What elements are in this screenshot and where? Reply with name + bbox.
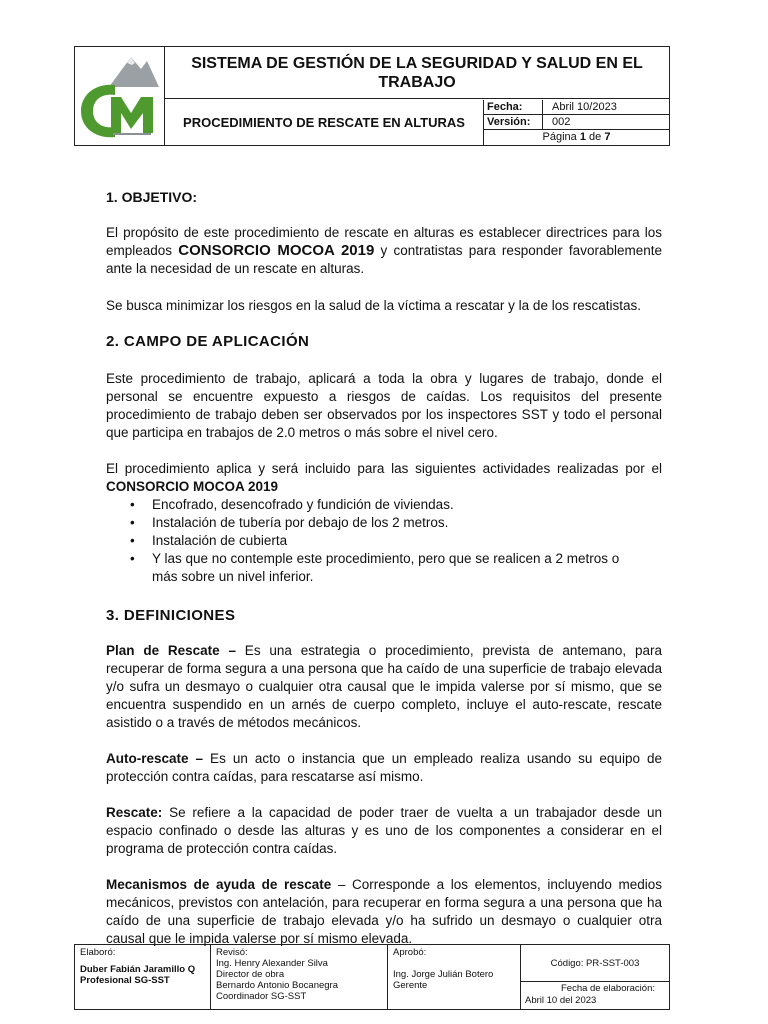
reviso-label: Revisó: — [216, 947, 248, 958]
fecha-label: Fecha: — [487, 101, 523, 113]
campo-paragraph-1: Este procedimiento de trabajo, aplicará a toda la obra y lugares de trabajo, donde el personal se encuentre expuesto a riesgos de caídas. Los requisitos del presente procedimiento de trabajo deben ser observados por los inspectores SST y todo el personal que participa en trabajos de 2.0 metros o más sobre el nivel cero. — [106, 371, 662, 440]
version-label: Versión: — [487, 116, 531, 128]
elaboro-name: Duber Fabián Jaramillo Q — [80, 964, 196, 975]
page-indicator — [484, 130, 669, 145]
fecha-value: Abril 10/2023 — [552, 101, 617, 113]
cm-logo-icon — [75, 47, 164, 145]
objetivo-paragraph-1: El propósito de este procedimiento de rescate en alturas es establecer directrices para los empleados CONSORCIO MOCOA 2019 y contratistas para responder favorablemente ante la necesidad de un rescate en alturas. — [106, 225, 662, 276]
reviso-line-4: Coordinador SG-SST — [216, 991, 307, 1002]
definition-mecanismos: Mecanismos de ayuda de rescate – Corresponde a los elementos, incluyendo medios mecánicos, previstos con antelación, para recuperar en forma segura a una persona que ha caído de una superficie de trabajo elevada y/o ha sufrido un desmayo o cualquier otra causal que le impida valerse por sí mismo elevada. — [106, 877, 662, 946]
list-item: • Encofrado, desencofrado y fundición de viviendas. — [128, 496, 648, 514]
reviso-cell — [211, 945, 388, 1009]
codigo-cell — [521, 945, 669, 1009]
campo-paragraph-2: El procedimiento aplica y será incluido para las siguientes actividades realizadas por el CONSORCIO MOCOA 2019 — [106, 461, 662, 494]
definition-auto-rescate: Auto-rescate – Es un acto o instancia que un empleado realiza usando su equipo de protección contra caídas, para rescatarse así mismo. — [106, 751, 662, 784]
system-title: SISTEMA DE GESTIÓN DE LA SEGURIDAD Y SALUD EN EL TRABAJO — [165, 47, 669, 99]
page-of: de — [589, 131, 602, 143]
reviso-line-1: Ing. Henry Alexander Silva — [216, 958, 328, 969]
version-value: 002 — [552, 116, 571, 128]
aprobo-role: Gerente — [393, 980, 428, 991]
reviso-line-3: Bernardo Antonio Bocanegra — [216, 980, 339, 991]
company-logo — [75, 47, 165, 145]
elaboro-cell — [75, 945, 211, 1009]
codigo-value: Código: PR-SST-003 — [550, 957, 640, 969]
heading-definiciones: 3. DEFINICIONES — [106, 607, 236, 624]
reviso-line-2: Director de obra — [216, 969, 285, 980]
list-item: • Y las que no contemple este procedimiento, pero que se realicen a 2 metros o más sobre un nivel inferior. — [128, 550, 648, 586]
elaboro-label: Elaboró: — [80, 947, 116, 958]
heading-objetivo: 1. OBJETIVO: — [106, 189, 198, 205]
fecha-elaboracion-value: Abril 10 del 2023 — [525, 995, 597, 1006]
version-row — [484, 115, 669, 130]
page-prefix: Página — [542, 131, 577, 143]
list-item: • Instalación de tubería por debajo de los 2 metros. — [128, 514, 648, 532]
document-footer — [74, 944, 670, 1010]
procedure-title: PROCEDIMIENTO DE RESCATE EN ALTURAS — [165, 100, 484, 145]
aprobo-label: Aprobó: — [393, 947, 427, 958]
fecha-row — [484, 100, 669, 115]
activities-list — [128, 496, 648, 586]
page-total: 7 — [604, 131, 611, 143]
page-current: 1 — [579, 131, 586, 143]
aprobo-name: Ing. Jorge Julián Botero — [393, 969, 494, 980]
aprobo-cell — [388, 945, 521, 1009]
document-meta — [484, 100, 669, 145]
list-item: • Instalación de cubierta — [128, 532, 648, 550]
elaboro-role: Profesional SG-SST — [80, 975, 170, 986]
objetivo-paragraph-2: Se busca minimizar los riesgos en la salud de la víctima a rescatar y la de los rescatistas. — [106, 298, 641, 313]
fecha-elaboracion-label: Fecha de elaboración: — [560, 983, 655, 994]
document-header — [74, 46, 670, 146]
definition-plan-rescate: Plan de Rescate – Es una estrategia o procedimiento, prevista de antemano, para recuperar de forma segura a una persona que ha caído de una superficie de trabajo elevada y/o sufra un desmayo o cualquier otra causal que le impida valerse por sí mismo, que se encuentra suspendido en un arnés de cuerpo completo, incluye el auto-rescate, rescate asistido o a través de métodos mecánicos. — [106, 643, 663, 730]
heading-campo: 2. CAMPO DE APLICACIÓN — [106, 333, 310, 350]
definition-rescate: Rescate: Se refiere a la capacidad de poder traer de vuelta a un trabajador desde un espacio confinado o desde las alturas y es uno de los componentes a considerar en el programa de protección contra caídas. — [106, 805, 662, 856]
